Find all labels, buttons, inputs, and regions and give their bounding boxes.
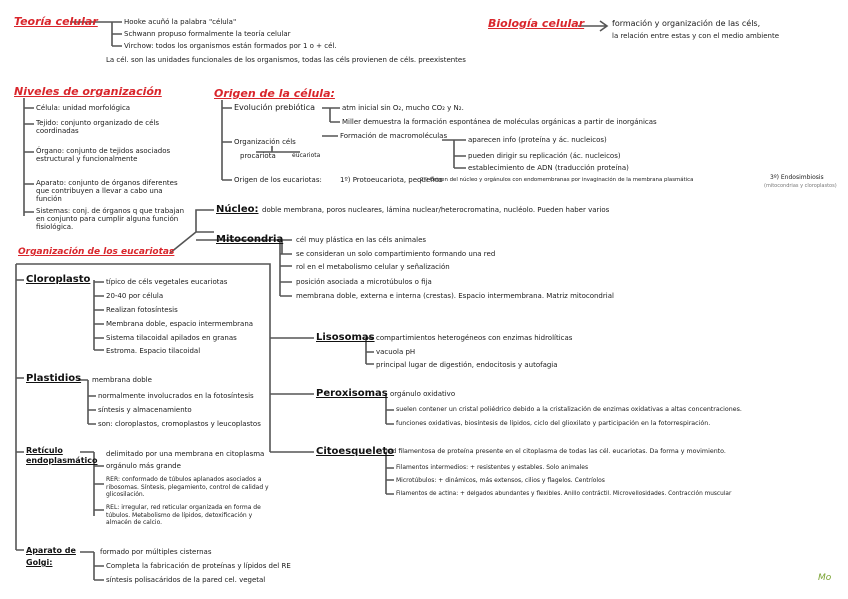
evolucion-item: atm inicial sin O₂, mucho CO₂ y N₂.: [342, 104, 464, 112]
pero-item: orgánulo oxidativo: [390, 390, 456, 398]
liso-item: principal lugar de digestión, endocitosis y autofagia: [376, 361, 558, 369]
nivel-item: Órgano: conjunto de tejidos asociados estructural y funcionalmente: [36, 147, 171, 163]
cito-item: Microtúbulos: + dinámicos, más extensos, cilios y flagelos. Centríolos: [396, 477, 605, 484]
liso-item: compartimientos heterogéneos con enzimas hidrolíticas: [376, 334, 573, 342]
niveles-title: Niveles de organización: [14, 85, 162, 98]
golgi-label: Aparato de: [26, 546, 76, 555]
organizacion-title: Organización de los eucariotas: [18, 247, 175, 257]
evolucion-item: Formación de macromoléculas: [340, 132, 448, 140]
ret-item: delimitado por una membrana en citoplasma: [106, 450, 265, 458]
origen-euc-item: 2º) Origen del núcleo y orgánulos con endomembranas por invaginación de la membrana plasmática: [420, 177, 694, 183]
mito-item: cél muy plástica en las céls animales: [296, 236, 427, 244]
cloro-item: Estroma. Espacio tilacoidal: [106, 347, 201, 355]
origen-euc-item: 3º) Endosimbiosis: [770, 174, 824, 181]
citoesqueleto-label: Citoesqueleto: [316, 446, 395, 457]
teoria-item: Schwann propuso formalmente la teoría celular: [124, 30, 291, 38]
nivel-item: Tejido: conjunto organizado de céls coordinadas: [36, 119, 160, 135]
plast-item: membrana doble: [92, 376, 152, 384]
eucariota-label: eucariota: [292, 152, 321, 159]
mitocondria-label: Mitocondria: [216, 234, 284, 245]
pero-item: suelen contener un cristal poliédrico debido a la cristalización de enzimas oxidativas a altas concentraciones.: [396, 406, 742, 413]
plastidios-label: Plastidios: [26, 373, 82, 384]
nivel-item: Célula: unidad morfológica: [36, 104, 131, 112]
procariota-label: procariota: [240, 152, 276, 160]
golgi-item: formado por múltiples cisternas: [100, 548, 212, 556]
plast-item: síntesis y almacenamiento: [98, 406, 192, 414]
cloro-item: Membrana doble, espacio intermembrana: [106, 320, 254, 328]
biologia-text: la relación entre estas y con el medio ambiente: [612, 32, 780, 40]
golgi-item: síntesis polisacáridos de la pared cel. vegetal: [106, 576, 266, 584]
ret-item: RER: conformado de túbulos aplanados asociados a ribosomas. Síntesis, plegamiento, control de calidad y glicosilación.: [106, 476, 269, 498]
reticulo-label: Retículo: [26, 446, 63, 455]
origen-euc-item: 1º) Protoeucariota, pequeños: [340, 176, 443, 184]
origen-euc-label: Origen de los eucariotas:: [234, 176, 322, 184]
ret-item: orgánulo más grande: [106, 462, 181, 470]
golgi-label: Golgi:: [26, 558, 53, 567]
evolucion-item: Miller demuestra la formación espontánea de moléculas orgánicas a partir de inorgánicas: [342, 118, 657, 126]
org-cels-label: Organización céls: [234, 138, 296, 146]
lisosomas-label: Lisosomas: [316, 332, 375, 343]
cloro-item: Sistema tilacoidal apilados en granas: [106, 334, 237, 342]
nucleo-text: doble membrana, poros nucleares, lámina nuclear/heterocromatina, nucléolo. Pueden haber varios: [262, 206, 610, 214]
evolucion-label: Evolución prebiótica: [234, 103, 316, 112]
macro-item: establecimiento de ADN (traducción proteína): [468, 164, 629, 172]
macro-item: pueden dirigir su replicación (ác. nucleicos): [468, 152, 621, 160]
teoria-item: La cél. son las unidades funcionales de los organismos, todas las céls provienen de céls. preexistentes: [106, 56, 466, 64]
plast-item: normalmente involucrados en la fotosíntesis: [98, 392, 254, 400]
biologia-text: formación y organización de las céls,: [612, 19, 761, 28]
cito-item: Filamentos de actina: + delgados abundantes y flexibles. Anillo contráctil. Microvellosidades. Contracción muscular: [396, 491, 732, 497]
reticulo-label: endoplasmático: [26, 456, 98, 465]
cloroplasto-label: Cloroplasto: [26, 274, 91, 285]
pero-item: funciones oxidativas, biosíntesis de lípidos, ciclo del glioxilato y participación en la fotorrespiración.: [396, 420, 711, 427]
teoria-celular-title: Teoría celular: [14, 15, 98, 28]
nivel-item: Sistemas: conj. de órganos q que trabajan en conjunto para cumplir alguna función fisiológica.: [36, 207, 185, 231]
peroxisomas-label: Peroxisomas: [316, 388, 388, 399]
teoria-item: Virchow: todos los organismos están formados por 1 o + cél.: [124, 42, 337, 50]
mito-item: rol en el metabolismo celular y señalización: [296, 263, 450, 271]
mito-item: membrana doble, externa e interna (crestas). Espacio intermembrana. Matriz mitocondrial: [296, 292, 614, 300]
nivel-item: Aparato: conjunto de órganos diferentes que contribuyen a llevar a cabo una función: [36, 179, 178, 203]
cloro-item: típico de céls vegetales eucariotas: [106, 278, 228, 286]
mito-item: posición asociada a microtúbulos o fija: [296, 278, 432, 286]
nucleo-label: Núcleo:: [216, 204, 259, 215]
biologia-celular-title: Biología celular: [488, 17, 585, 30]
golgi-item: Completa la fabricación de proteínas y lípidos del RE: [106, 562, 291, 570]
macro-item: aparecen info (proteína y ác. nucleicos): [468, 136, 607, 144]
plast-item: son: cloroplastos, cromoplastos y leucoplastos: [98, 420, 261, 428]
ret-item: REL: irregular, red reticular organizada en forma de túbulos. Metabolismo de lípidos, detoxificación y almacén de calcio.: [106, 504, 261, 526]
liso-item: vacuola pH: [376, 348, 416, 356]
mito-item: se consideran un solo compartimiento formando una red: [296, 250, 496, 258]
cito-item: red filamentosa de proteína presente en el citoplasma de todas las cél. eucariotas. Da forma y movimiento.: [386, 448, 726, 455]
cito-item: Filamentos intermedios: + resistentes y estables. Solo animales: [396, 464, 589, 471]
origen-title: Origen de la célula:: [214, 87, 335, 100]
cloro-item: 20-40 por célula: [106, 292, 164, 300]
signature: Mo: [818, 573, 832, 583]
cloro-item: Realizan fotosíntesis: [106, 306, 178, 314]
teoria-item: Hooke acuñó la palabra "célula": [124, 18, 237, 26]
origen-euc-note: (mitocondrias y cloroplastos): [764, 183, 837, 189]
